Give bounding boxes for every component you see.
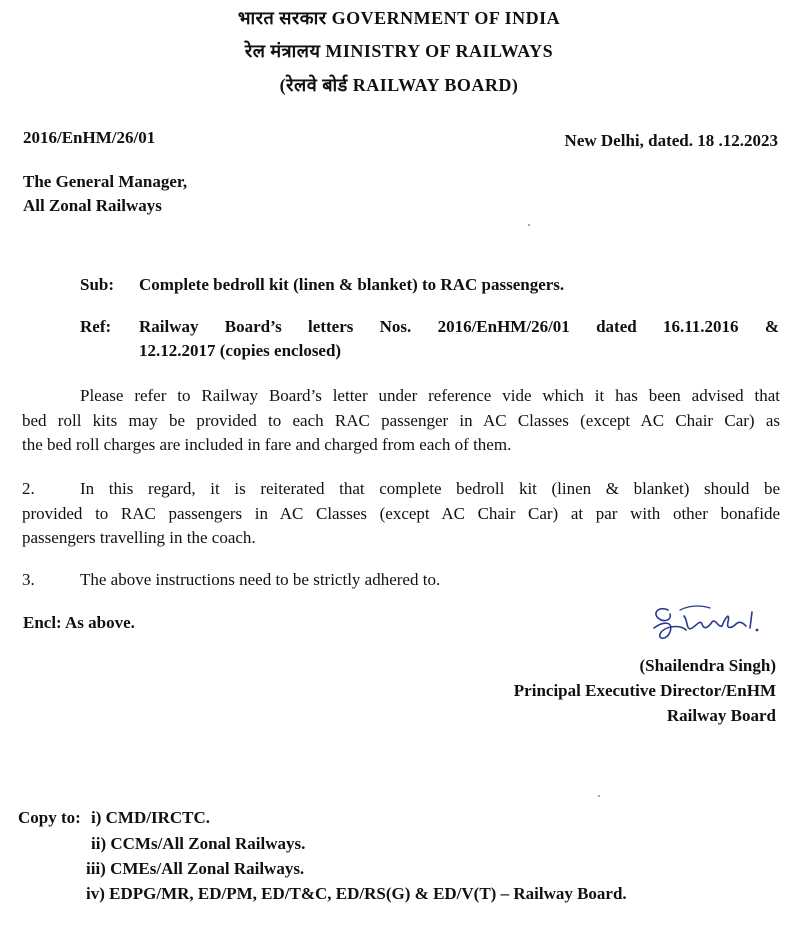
signatory-office: Railway Board — [666, 706, 776, 725]
paragraph-2-line-3: passengers travelling in the coach. — [22, 528, 256, 547]
copy-to-item-3: iii) CMEs/All Zonal Railways. — [86, 859, 305, 878]
paragraph-1-line-1: Please refer to Railway Board’s letter under reference vide which it has been advised that — [80, 386, 780, 405]
reference-line-2: 12.12.2017 (copies enclosed) — [139, 341, 342, 360]
signatory-designation: Principal Executive Director/EnHM — [513, 681, 776, 700]
letterhead-english-board: RAILWAY BOARD) — [352, 75, 519, 95]
paragraph-2-line-1: In this regard, it is reiterated that complete bedroll kit (linen & blanket) should be — [80, 479, 780, 498]
scan-speck — [598, 795, 600, 797]
paragraph-1-line-3: the bed roll charges are included in fare and charged from each of them. — [22, 435, 512, 454]
signatory-name: (Shailendra Singh) — [639, 656, 776, 675]
reference-number: 2016/EnHM/26/01 — [23, 128, 156, 147]
copy-to-item-4: iv) EDPG/MR, ED/PM, ED/T&C, ED/RS(G) & ED/V(T) – Railway Board. — [86, 884, 627, 903]
letterhead-hindi-board: (रेलवे बोर्ड — [279, 75, 348, 95]
copy-to-item-1: i) CMD/IRCTC. — [91, 808, 210, 827]
signature-image — [640, 598, 780, 650]
letterhead-english-government: GOVERNMENT OF INDIA — [331, 8, 561, 28]
copy-to-item-2: ii) CCMs/All Zonal Railways. — [91, 834, 306, 853]
reference-label: Ref: — [80, 317, 112, 336]
paragraph-1-line-2: bed roll kits may be provided to each RAC passenger in AC Classes (except AC Chair Car) as — [22, 411, 780, 430]
paragraph-3-number: 3. — [22, 570, 35, 589]
subject-text: Complete bedroll kit (linen & blanket) to RAC passengers. — [139, 275, 565, 294]
letterhead-line-2 — [0, 39, 798, 63]
letterhead-hindi-government: भारत सरकार — [237, 8, 327, 28]
paragraph-3-text: The above instructions need to be strictly adhered to. — [80, 570, 441, 589]
enclosure-note: Encl: As above. — [23, 613, 135, 632]
paragraph-2-line-2: provided to RAC passengers in AC Classes (except AC Chair Car) at par with other bonafide — [22, 504, 780, 523]
reference-line-1: Railway Board’s letters Nos. 2016/EnHM/26/01 dated 16.11.2016 & — [139, 317, 779, 336]
letterhead-hindi-ministry: रेल मंत्रालय — [244, 41, 321, 61]
paragraph-2-number: 2. — [22, 479, 35, 498]
letterhead-english-ministry: MINISTRY OF RAILWAYS — [325, 41, 554, 61]
place-and-date: New Delhi, dated. 18 .12.2023 — [564, 131, 778, 150]
addressee-line-2: All Zonal Railways — [23, 196, 162, 215]
scan-speck — [528, 224, 530, 226]
letterhead-line-3 — [0, 73, 798, 97]
subject-label: Sub: — [80, 275, 115, 294]
addressee-line-1: The General Manager, — [23, 172, 188, 191]
letterhead-line-1 — [0, 6, 798, 30]
copy-to-label: Copy to: — [18, 808, 81, 827]
